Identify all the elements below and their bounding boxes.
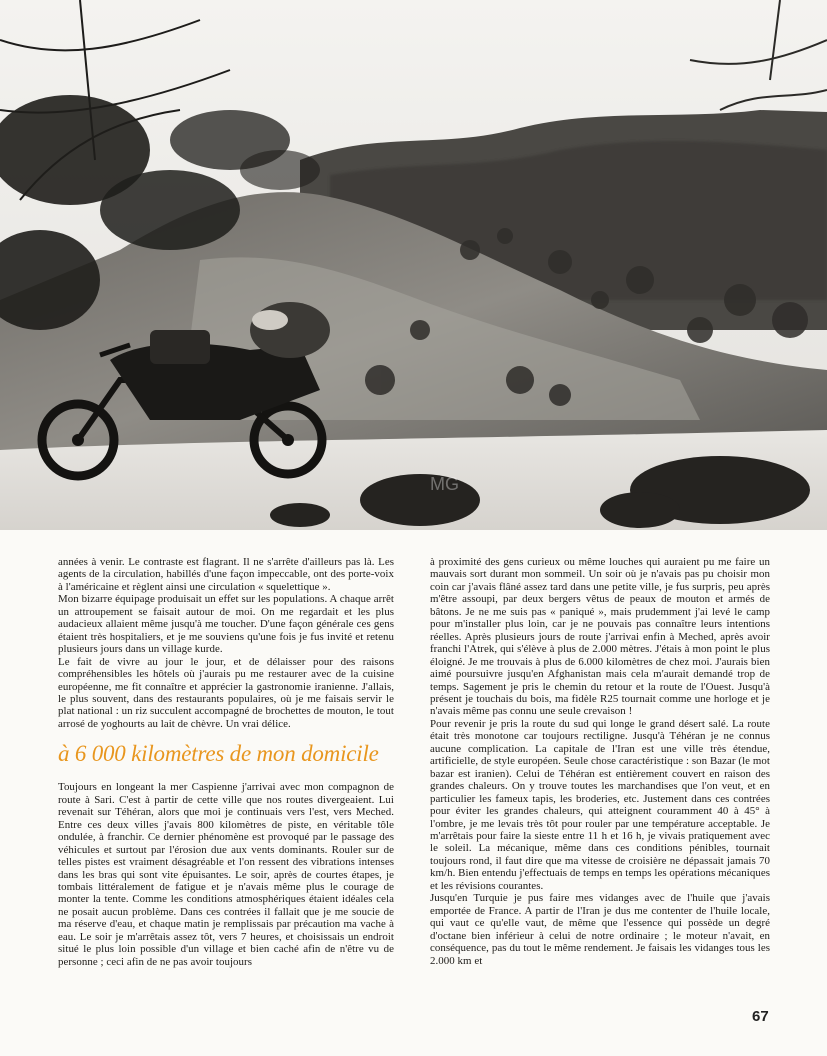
- section-heading: à 6 000 kilomètres de mon domicile: [58, 741, 379, 767]
- right-column: [430, 556, 770, 967]
- paragraph: Toujours en longeant la mer Caspienne j'arrivai avec mon compagnon de route à Sari. C'est à partir de cette ville que nos routes divergeaient. Lui revenait sur Téhéran, alors que moi je continuais vers l'est, vers Meched. Entre ces deux villes j'avais 800 kilomètres de piste, en véritable tôle ondulée, à franchir. Ce dernier phénomène est provoqué par le passage des véhicules et surtout par l'érosion due aux vents dominants. Rouler sur de telles pistes est vraiment désagréable et l'on ressent des vibrations intenses dans les bras qui sont vite épuisantes. Le soir, après de courtes étapes, je tombais littéralement de fatigue et je n'avais même plus le courage de monter la tente. Comme les conditions atmosphériques étaient idéales cela ne posait aucun problème. Dans ces contrées il fallait que je me soucie de ma réserve d'eau, et chaque matin je remplissais par précaution ma vache à eau. Le soir je m'arrêtais assez tôt, vers 7 heures, et choisissais un endroit situé le plus loin possible d'un village et bien caché afin de n'être vu de personne ; ceci afin de ne pas avoir toujours: [58, 781, 394, 968]
- paragraph: à proximité des gens curieux ou même louches qui auraient pu me faire un mauvais sort durant mon sommeil. Un soir où je n'avais pas pu choisir mon coin car j'avais flâné assez tard dans une petite ville, je fus surpris, peu après m'être assoupi, par deux bergers vêtus de peaux de mouton et armés de bâtons. Je ne me suis pas « paniqué », mais prudemment j'ai levé le camp pour m'installer plus loin, car je ne pouvais pas connaître leurs intentions réelles. Après plusieurs jours de route j'arrivai enfin à Meched, après avoir franchi l'Atrek, qui s'élève à plus de 2.000 mètres. J'étais à mon point le plus éloigné. Je me trouvais à plus de 6.000 kilomètres de chez moi. J'aurais bien aimé poursuivre jusqu'en Afghanistan mais cela m'aurait demandé trop de temps. Sagement je pris le chemin du retour et la route de l'Ouest. Jusqu'à présent je touchais du bois, ma fidèle R25 tournait comme une horloge et je n'avais même pas connu une seule crevaison !: [430, 556, 770, 718]
- paragraph: années à venir. Le contraste est flagrant. Il ne s'arrête d'ailleurs pas là. Les agents de la circulation, habillés d'une façon impeccable, ont des porte-voix à l'américaine et règlent ainsi une circulation « squelettique ».: [58, 556, 394, 593]
- paragraph: Pour revenir je pris la route du sud qui longe le grand désert salé. La route était très monotone car toujours rectiligne. Jusqu'à Téhéran je ne connus aucune complication. La capitale de l'Iran est une ville très étendue, artificielle, de style européen. Seule chose caractéristique : son Bazar (le mot bazar est iranien). Celui de Téhéran est entièrement couvert en raison des grandes chaleurs. On y trouve toutes les marchandises que l'on veut, et en particulier les fameux tapis, les broderies, etc. Justement dans ces contrées pour éviter les grandes chaleurs, qui atteignent couramment 40 à 45° à l'ombre, je me levais très tôt pour rouler par une température acceptable. Je m'arrêtais pour faire la sieste entre 11 h et 16 h, je vivais pratiquement avec le soleil. La mécanique, même dans ces conditions pénibles, tournait toujours rond, il faut dire que ma vitesse de croisière ne dépassait jamais 70 km/h. Bien entendu j'effectuais de temps en temps les opérations mécaniques et les révisions courantes.: [430, 717, 770, 892]
- paragraph: Jusqu'en Turquie je pus faire mes vidanges avec de l'huile que j'avais emportée de France. A partir de l'Iran je dus me contenter de l'huile locale, qui vaut ce qu'elle vaut, de même que l'essence qui possède un degré d'octane bien inférieur à celui de notre ordinaire ; le moteur n'avait, en conséquence, pas du tout le même rendement. Je faisais les vidanges tous les 2.000 km et: [430, 892, 770, 967]
- left-column: [58, 556, 394, 968]
- paragraph: Mon bizarre équipage produisait un effet sur les populations. A chaque arrêt un attroupement se faisait autour de moi. On me regardait et les plus audacieux allaient même jusqu'à me toucher. D'une façon générale ces gens étaient très hospitaliers, et je me souviens qu'une fois je fus invité et retenu plusieurs jours dans un village kurde.: [58, 593, 394, 656]
- paragraph: Le fait de vivre au jour le jour, et de délaisser pour des raisons compréhensibles les hôtels où j'aurais pu me restaurer avec de la cuisine européenne, me fit connaître et apprécier la gastronomie iranienne. J'allais, le plus souvent, dans des restaurants populaires, où je me faisais servir le plat national : un riz succulent accompagné de brochettes de mouton, le tout arrosé de yoghourts au lait de chèvre. Un vrai délice.: [58, 655, 394, 730]
- page-number: 67: [752, 1008, 769, 1025]
- photo-watermark: MG: [430, 474, 459, 494]
